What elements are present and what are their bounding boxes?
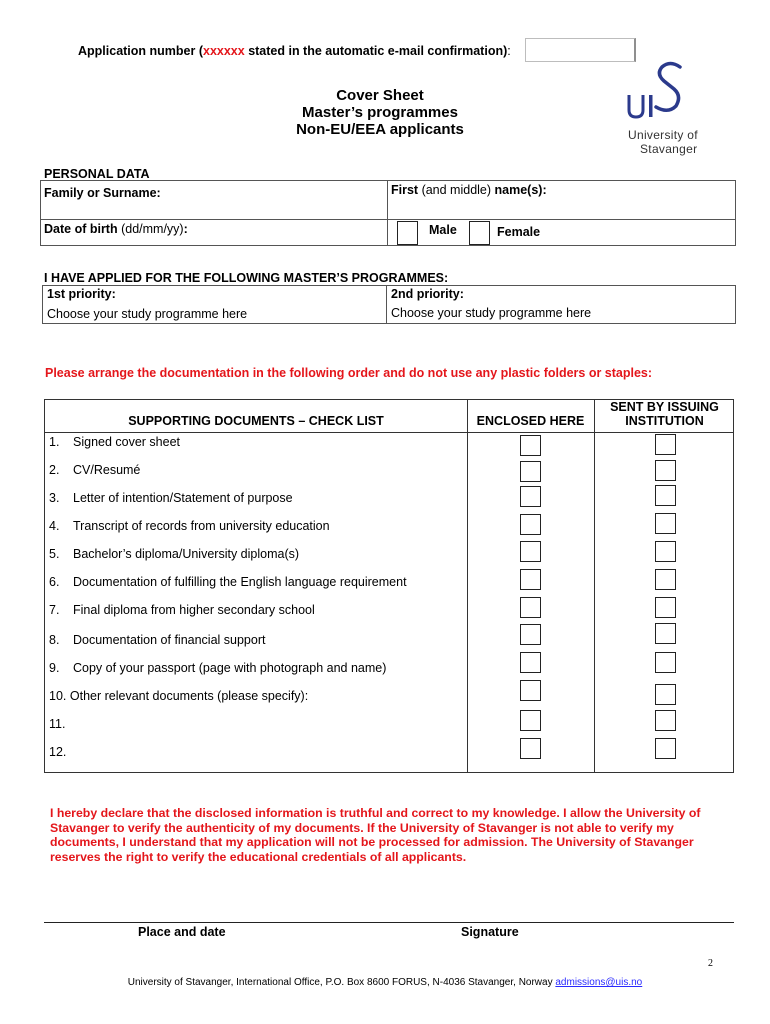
enclosed-checkbox[interactable] (520, 597, 541, 618)
checklist-table (44, 399, 734, 773)
sent-checkbox[interactable] (655, 485, 676, 506)
enclosed-checkbox[interactable] (520, 624, 541, 645)
declaration-text: I hereby declare that the disclosed information is truthful and correct to my knowledge. I allow the University of Stavanger to verify the authenticity of my documents. If the University of Stavanger is not able to verify my documents, I understand that my application will not be processed for admission. The University of Stavanger reserves the right to verify the educational credentials of all applicants. (50, 806, 701, 864)
enclosed-checkbox[interactable] (520, 435, 541, 456)
female-checkbox[interactable] (469, 221, 490, 245)
list-item: 5. Bachelor’s diploma/University diploma(s) (49, 547, 300, 561)
header-divider (45, 432, 733, 433)
col-header-documents: SUPPORTING DOCUMENTS – CHECK LIST (128, 414, 384, 428)
enclosed-checkbox[interactable] (520, 652, 541, 673)
sent-checkbox[interactable] (655, 738, 676, 759)
enclosed-checkbox[interactable] (520, 569, 541, 590)
male-checkbox[interactable] (397, 221, 418, 245)
programmes-table (42, 285, 736, 324)
sent-checkbox[interactable] (655, 460, 676, 481)
list-item: 4. Transcript of records from university education (49, 519, 330, 533)
column-divider (594, 400, 595, 772)
col-header-sent: SENT BY ISSUING INSTITUTION (610, 400, 719, 428)
personal-data-heading: PERSONAL DATA (44, 167, 150, 181)
sent-checkbox[interactable] (655, 513, 676, 534)
admissions-email-link[interactable]: admissions@uis.no (555, 977, 643, 988)
list-item: 3. Letter of intention/Statement of purpose (49, 491, 293, 505)
col-header-enclosed: ENCLOSED HERE (476, 414, 585, 428)
application-number-label: Application number (xxxxxx stated in the automatic e-mail confirmation): (78, 44, 511, 58)
list-item: 7. Final diploma from higher secondary school (49, 603, 315, 617)
family-name-cell[interactable] (41, 181, 388, 220)
second-priority-cell (387, 286, 736, 324)
enclosed-checkbox[interactable] (520, 514, 541, 535)
arrangement-instruction: Please arrange the documentation in the following order and do not use any plastic folders or staples: (45, 366, 653, 380)
enclosed-checkbox[interactable] (520, 680, 541, 701)
column-divider (467, 400, 468, 772)
footer-address: University of Stavanger, International Office, P.O. Box 8600 FORUS, N-4036 Stavanger, Norway admissions@uis.no (127, 977, 643, 988)
signature-line (44, 922, 734, 923)
sent-checkbox[interactable] (655, 684, 676, 705)
university-logo (612, 58, 732, 158)
title-applicants: Non-EU/EEA applicants (296, 121, 464, 138)
female-label: Female (497, 225, 541, 239)
first-priority-select[interactable]: Choose your study programme here (47, 307, 248, 321)
list-item: 8. Documentation of financial support (49, 633, 266, 647)
sent-checkbox[interactable] (655, 710, 676, 731)
list-item: 11. (49, 717, 66, 731)
first-priority-label: 1st priority: (47, 287, 116, 301)
personal-data-table (40, 180, 736, 246)
first-priority-cell (43, 286, 387, 324)
sent-checkbox[interactable] (655, 623, 676, 644)
place-and-date-label: Place and date (138, 925, 226, 939)
logo-text: University of Stavanger (628, 128, 698, 156)
enclosed-checkbox[interactable] (520, 541, 541, 562)
enclosed-checkbox[interactable] (520, 738, 541, 759)
date-of-birth-cell[interactable]: Date of birth (dd/mm/yy): (41, 220, 388, 246)
list-item: 12. (49, 745, 67, 759)
page-number: 2 (708, 958, 713, 969)
second-priority-label: 2nd priority: (391, 287, 464, 301)
first-name-cell[interactable]: First (and middle) name(s): (388, 181, 736, 220)
programmes-heading: I HAVE APPLIED FOR THE FOLLOWING MASTER’S PROGRAMMES: (44, 271, 449, 285)
male-label: Male (429, 223, 457, 237)
second-priority-select[interactable]: Choose your study programme here (391, 306, 592, 320)
sent-checkbox[interactable] (655, 434, 676, 455)
list-item: 2. CV/Resumé (49, 463, 141, 477)
sent-checkbox[interactable] (655, 597, 676, 618)
title-cover-sheet: Cover Sheet (336, 87, 424, 104)
list-item: 6. Documentation of fulfilling the English language requirement (49, 575, 407, 589)
list-item: 1. Signed cover sheet (49, 435, 181, 449)
sent-checkbox[interactable] (655, 541, 676, 562)
enclosed-checkbox[interactable] (520, 710, 541, 731)
application-number-code: xxxxxx (203, 44, 245, 58)
list-item: 9. Copy of your passport (page with photograph and name) (49, 661, 387, 675)
list-item: 10. Other relevant documents (please specify): (49, 689, 309, 703)
enclosed-checkbox[interactable] (520, 461, 541, 482)
sent-checkbox[interactable] (655, 569, 676, 590)
sent-checkbox[interactable] (655, 652, 676, 673)
signature-label: Signature (461, 925, 519, 939)
page-title (250, 87, 510, 138)
enclosed-checkbox[interactable] (520, 486, 541, 507)
gender-cell (388, 220, 736, 246)
title-masters-programmes: Master’s programmes (302, 104, 458, 121)
family-name-label: Family or Surname: (44, 186, 161, 200)
